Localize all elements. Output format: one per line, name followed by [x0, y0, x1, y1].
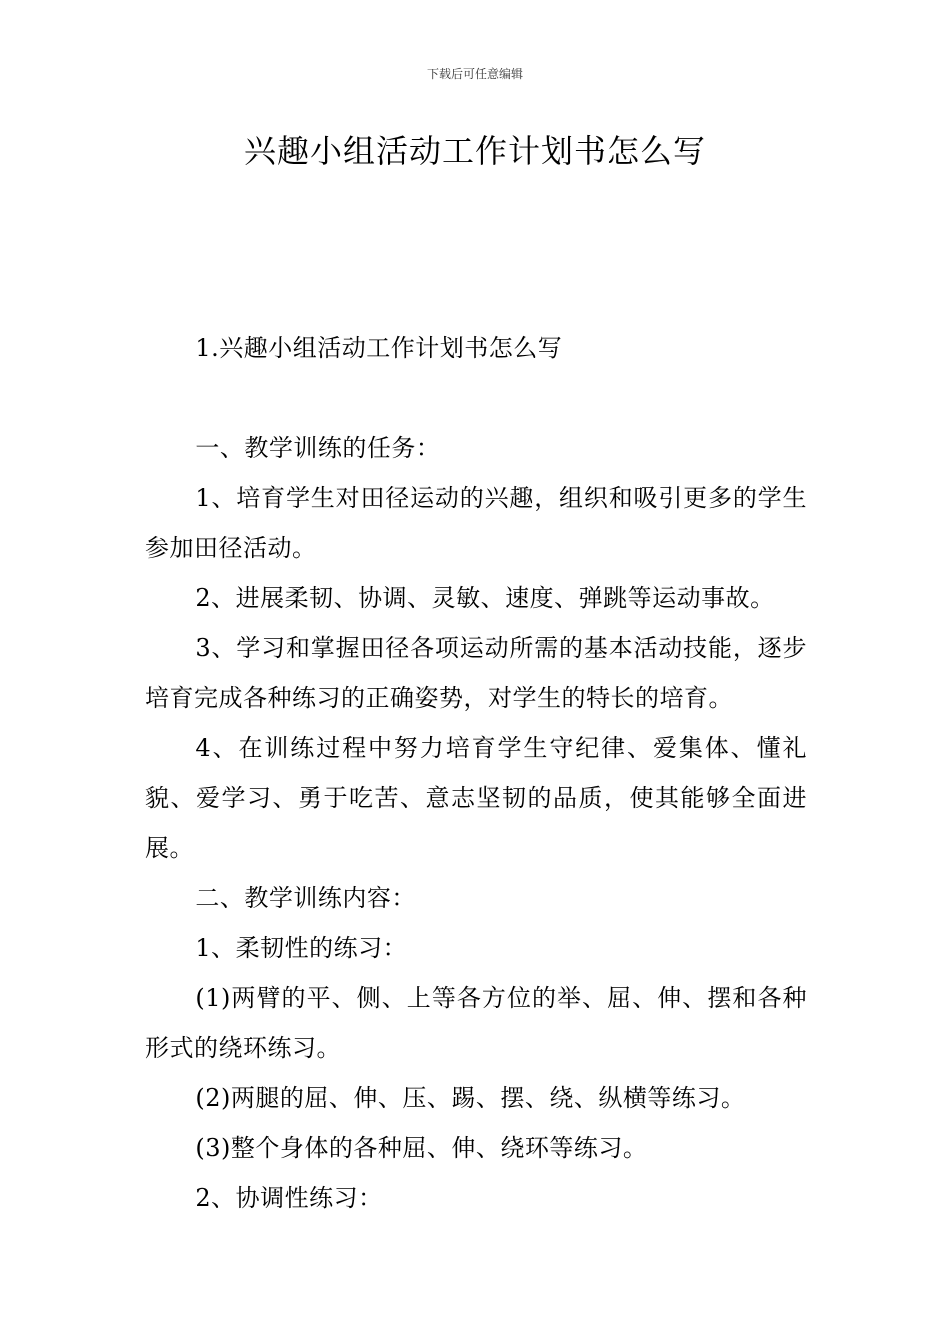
- paragraph: 4、在训练过程中努力培育学生守纪律、爱集体、懂礼貌、爱学习、勇于吃苦、意志坚韧的品质，使其能够全面进展。: [145, 734, 807, 862]
- paragraph: 1、培育学生对田径运动的兴趣，组织和吸引更多的学生参加田径活动。: [145, 484, 807, 562]
- paragraph: 一、教学训练的任务：: [195, 434, 441, 462]
- paragraph: 2、进展柔韧、协调、灵敏、速度、弹跳等运动事故。: [195, 584, 775, 612]
- paragraph: (1)两臂的平、侧、上等各方位的举、屈、伸、摆和各种形式的绕环练习。: [145, 984, 807, 1062]
- paragraph: 1、柔韧性的练习：: [195, 934, 408, 962]
- paragraph: 2、协调性练习：: [195, 1184, 383, 1212]
- document-title: 兴趣小组活动工作计划书怎么写: [243, 132, 706, 170]
- document-body: [145, 323, 807, 1223]
- header-note: 下载后可任意编辑: [426, 67, 523, 81]
- paragraph: 3、学习和掌握田径各项运动所需的基本活动技能，逐步培育完成各种练习的正确姿势，对学生的特长的培育。: [145, 634, 807, 712]
- paragraph: (2)两腿的屈、伸、压、踢、摆、绕、纵横等练习。: [195, 1084, 746, 1112]
- paragraph: (3)整个身体的各种屈、伸、绕环等练习。: [195, 1134, 648, 1162]
- paragraph: 二、教学训练内容：: [195, 884, 416, 912]
- section-heading: 1.兴趣小组活动工作计划书怎么写: [195, 334, 563, 362]
